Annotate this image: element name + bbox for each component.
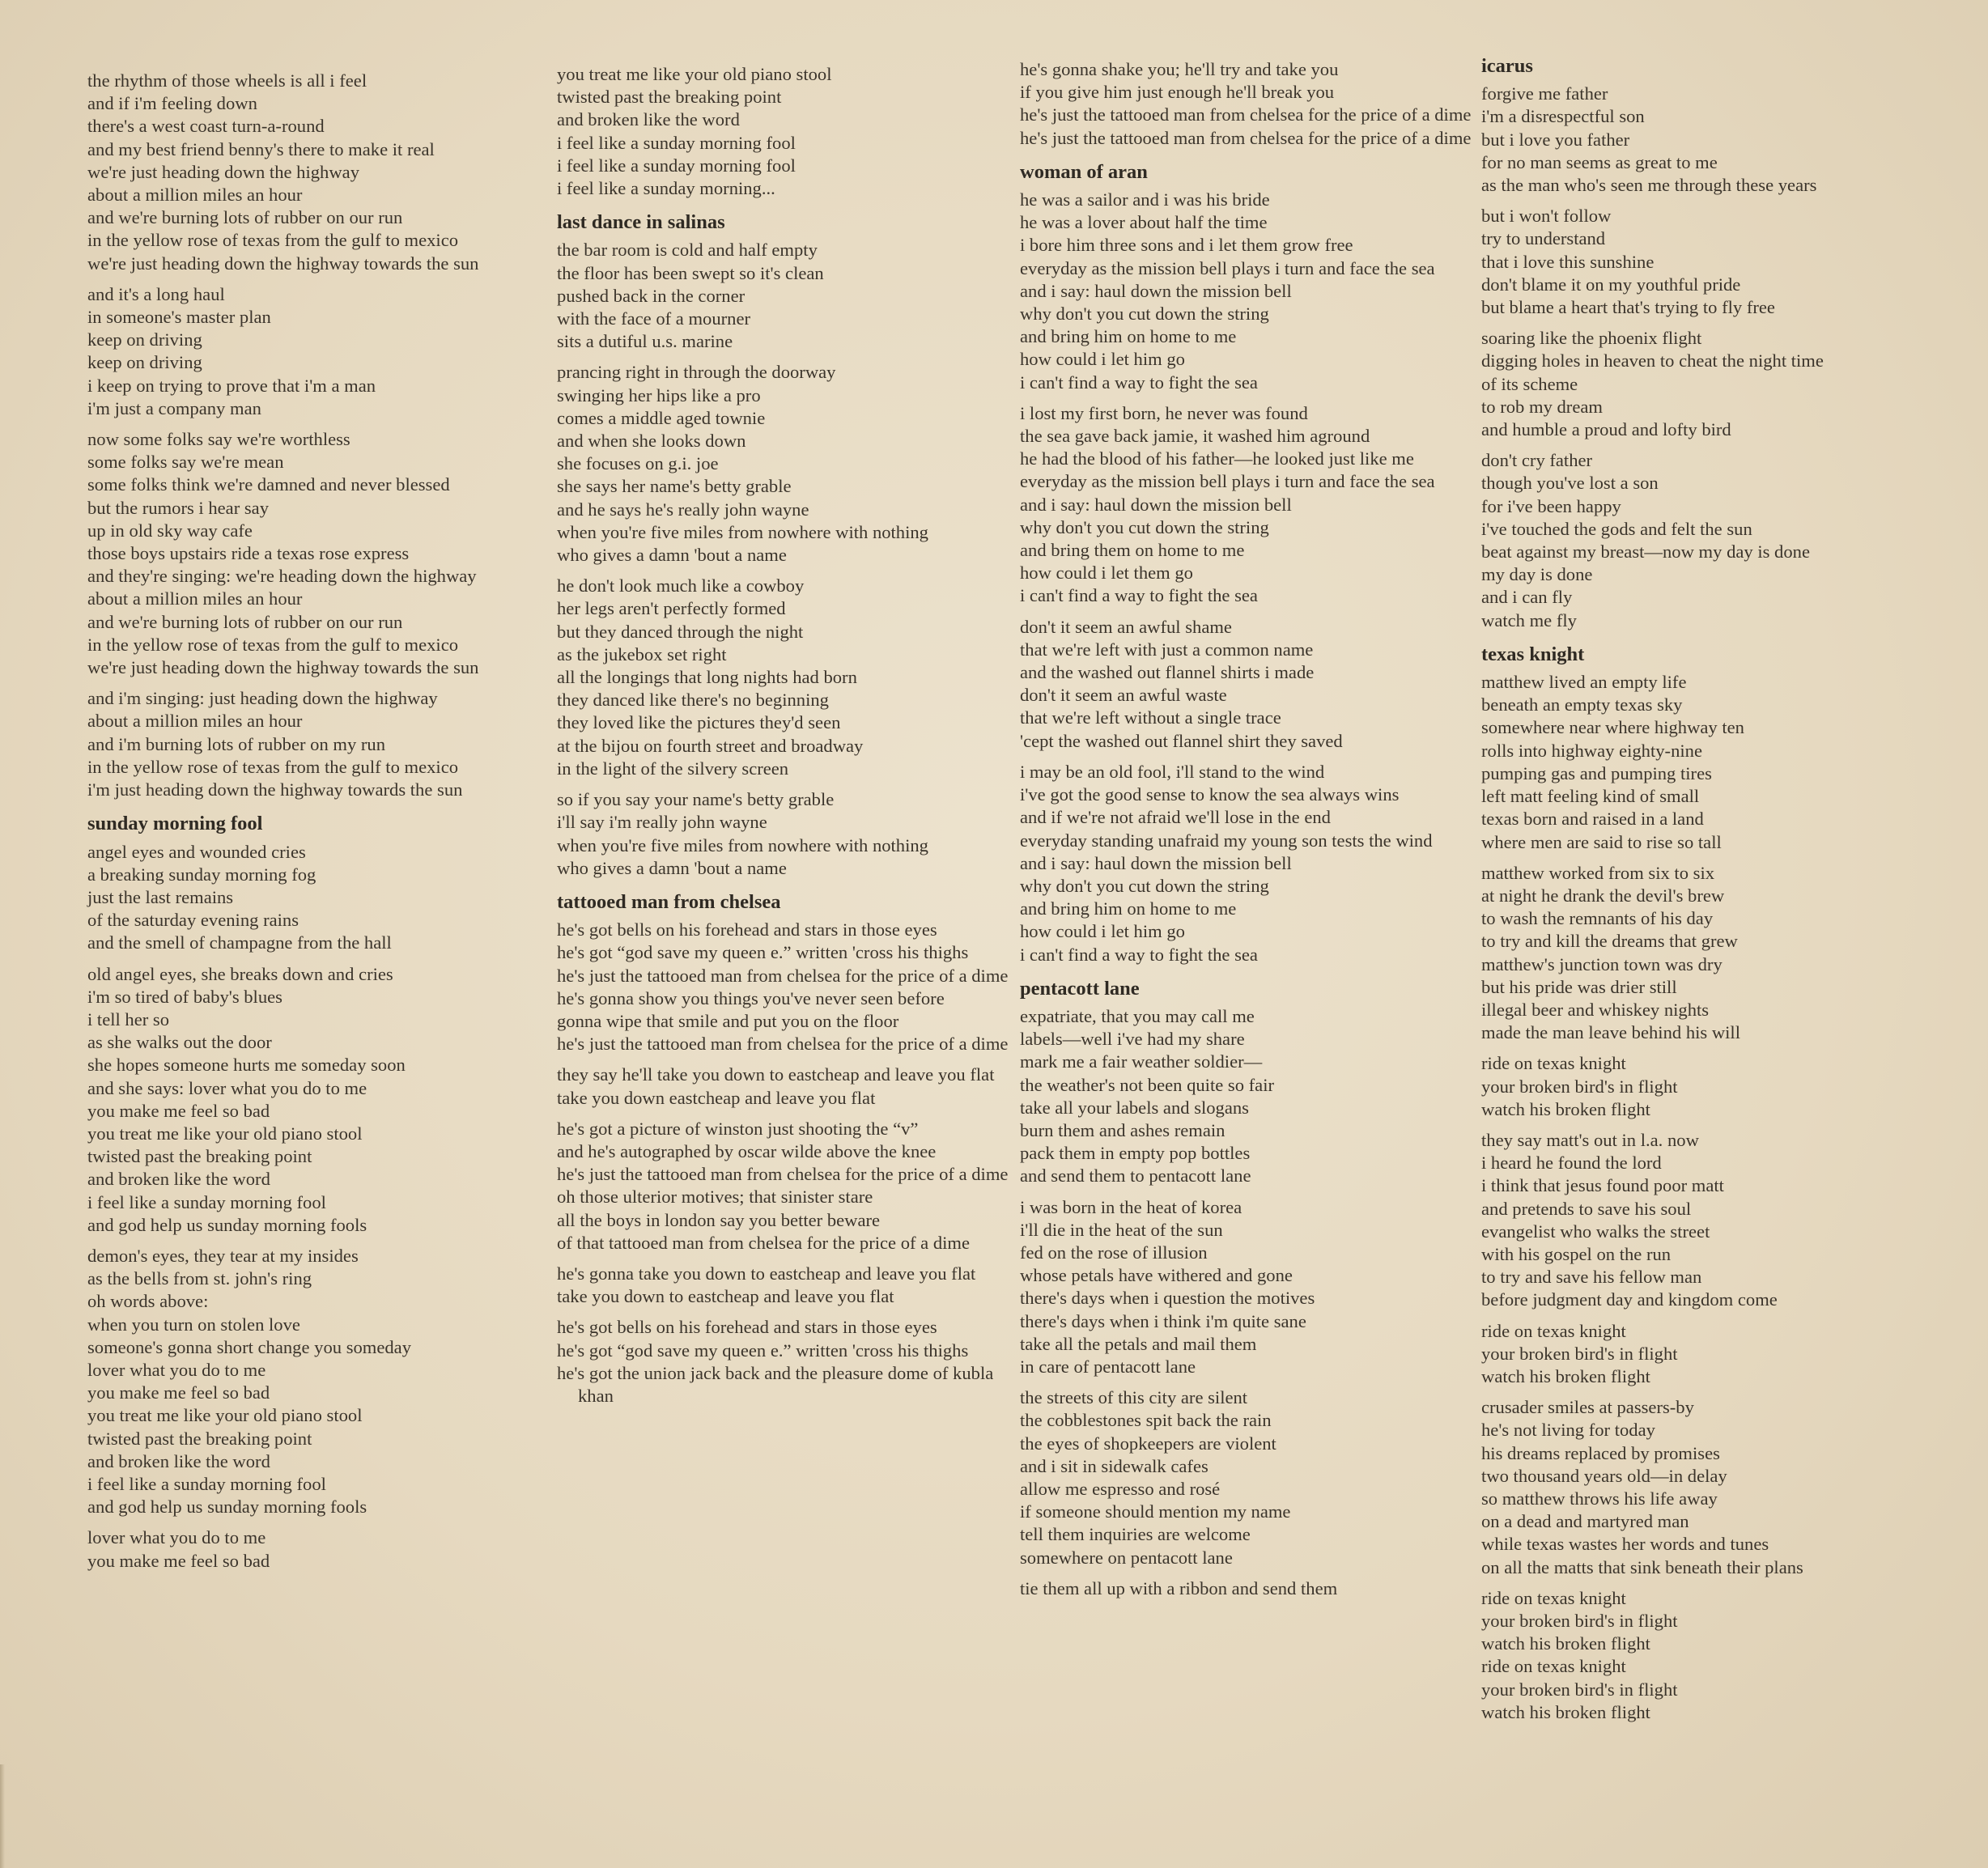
lyric-line: so matthew throws his life away [1481, 1488, 1718, 1509]
lyric-line: watch his broken flight [1481, 1365, 1650, 1386]
lyric-line: twisted past the breaking point [557, 87, 782, 108]
stanza [557, 1316, 1015, 1407]
song-title: sunday morning fool [87, 813, 263, 835]
lyric-line: i can't find a way to fight the sea [1020, 585, 1258, 606]
stanza [87, 687, 546, 801]
lyric-line: and broken like the word [87, 1450, 270, 1471]
lyric-line: pack them in empty pop bottles [1020, 1143, 1251, 1164]
lyric-line: of that tattooed man from chelsea for the price of a dime [557, 1232, 971, 1253]
column-2 [557, 63, 1015, 1416]
lyric-line: in the yellow rose of texas from the gulf to mexico [87, 756, 459, 777]
lyric-line: i keep on trying to prove that i'm a man [87, 375, 376, 396]
lyric-line: as the man who's seen me through these years [1481, 175, 1817, 196]
lyric-line: when you're five miles from nowhere with nothing [557, 521, 928, 542]
lyric-line: that we're left with just a common name [1020, 639, 1314, 660]
lyric-line: he was a lover about half the time [1020, 212, 1268, 233]
lyric-line: he's just the tattooed man from chelsea for the price of a dime [557, 965, 1009, 986]
lyric-line: her legs aren't perfectly formed [557, 598, 786, 619]
lyric-line: before judgment day and kingdom come [1481, 1289, 1778, 1310]
lyric-line: matthew's junction town was dry [1481, 953, 1723, 974]
lyric-line: i've got the good sense to know the sea always wins [1020, 784, 1400, 805]
lyric-line: don't blame it on my youthful pride [1481, 274, 1741, 295]
lyric-line: they say matt's out in l.a. now [1481, 1129, 1699, 1150]
lyric-line: he had the blood of his father—he looked just like me [1020, 448, 1414, 469]
lyric-line: i feel like a sunday morning fool [87, 1473, 326, 1494]
stanza [1020, 1196, 1478, 1379]
lyric-line: and broken like the word [87, 1169, 270, 1190]
lyric-line: who gives a damn 'bout a name [557, 857, 787, 878]
lyric-line: ride on texas knight [1481, 1053, 1626, 1074]
lyric-line: and if we're not afraid we'll lose in the end [1020, 807, 1331, 828]
lyric-line: they loved like the pictures they'd seen [557, 712, 841, 733]
stanza [87, 1245, 546, 1518]
lyric-line: and i say: haul down the mission bell [1020, 852, 1292, 873]
lyric-line: all the longings that long nights had born [557, 667, 857, 688]
lyric-line: why don't you cut down the string [1020, 875, 1269, 896]
lyric-line: your broken bird's in flight [1481, 1611, 1678, 1631]
lyric-line: i bore him three sons and i let them grow free [1020, 235, 1353, 256]
stanza [557, 361, 1015, 567]
lyric-line: but i won't follow [1481, 206, 1612, 227]
stanza [557, 1263, 1015, 1308]
lyric-line: and i say: haul down the mission bell [1020, 280, 1292, 301]
lyric-line: ride on texas knight [1481, 1320, 1626, 1341]
stanza [87, 428, 546, 679]
lyric-line: and god help us sunday morning fools [87, 1214, 367, 1235]
lyric-line: some folks think we're damned and never blessed [87, 474, 450, 495]
lyric-line: i feel like a sunday morning... [557, 178, 775, 199]
song-title: icarus [1481, 55, 1533, 77]
lyric-line: that we're left without a single trace [1020, 707, 1281, 728]
lyric-line: he's got the union jack back and the pleasure dome of kubla khan [557, 1362, 994, 1406]
stanza [557, 788, 1015, 880]
lyric-line: at night he drank the devil's brew [1481, 885, 1725, 906]
lyric-line: the streets of this city are silent [1020, 1387, 1248, 1408]
lyric-line: as the bells from st. john's ring [87, 1268, 312, 1289]
lyric-line: i tell her so [87, 1008, 170, 1030]
stanza [1020, 189, 1478, 394]
lyric-line: those boys upstairs ride a texas rose express [87, 543, 410, 564]
lyric-line: in care of pentacott lane [1020, 1356, 1196, 1377]
lyric-line: so if you say your name's betty grable [557, 789, 835, 810]
lyric-line: the bar room is cold and half empty [557, 240, 818, 261]
lyric-line: on a dead and martyred man [1481, 1511, 1689, 1532]
lyric-line: left matt feeling kind of small [1481, 786, 1700, 807]
lyric-line: you treat me like your old piano stool [87, 1123, 363, 1144]
lyric-line: for no man seems as great to me [1481, 151, 1718, 172]
lyric-line: i'm just a company man [87, 397, 261, 418]
lyric-line: there's a west coast turn-a-round [87, 116, 325, 137]
lyric-line: i feel like a sunday morning fool [557, 155, 796, 176]
lyric-line: pumping gas and pumping tires [1481, 762, 1712, 783]
lyric-line: there's days when i question the motives [1020, 1288, 1315, 1309]
lyric-line: try to understand [1481, 228, 1606, 249]
stanza [1481, 671, 1967, 854]
lyric-line: he's got “god save my queen e.” written 'cross his thighs [557, 1339, 969, 1361]
lyric-line: and my best friend benny's there to make it real [87, 138, 435, 159]
lyric-line: everyday as the mission bell plays i turn and face the sea [1020, 471, 1435, 492]
stanza [1481, 1052, 1967, 1121]
lyric-line: somewhere near where highway ten [1481, 717, 1744, 738]
lyric-line: you make me feel so bad [87, 1550, 270, 1571]
lyric-line: as the jukebox set right [557, 643, 727, 664]
lyric-line: he was a sailor and i was his bride [1020, 189, 1270, 210]
lyric-line: and i'm singing: just heading down the highway [87, 688, 438, 709]
lyric-line: somewhere on pentacott lane [1020, 1547, 1233, 1568]
lyric-line: but blame a heart that's trying to fly free [1481, 297, 1775, 318]
lyric-line: she hopes someone hurts me someday soon [87, 1055, 406, 1076]
lyric-line: the eyes of shopkeepers are violent [1020, 1433, 1276, 1454]
lyric-line: digging holes in heaven to cheat the night time [1481, 350, 1824, 371]
lyric-line: lover what you do to me [87, 1527, 266, 1548]
stanza [557, 1118, 1015, 1255]
stanza [1481, 327, 1967, 441]
lyric-line: he's just the tattooed man from chelsea for the price of a dime [1020, 127, 1472, 148]
lyric-line: in someone's master plan [87, 307, 271, 328]
lyric-line: and i say: haul down the mission bell [1020, 494, 1292, 515]
lyric-line: keep on driving [87, 352, 202, 373]
lyric-line: who gives a damn 'bout a name [557, 545, 787, 566]
lyric-line: he's got a picture of winston just shooting the “v” [557, 1118, 919, 1139]
lyric-line: to try and kill the dreams that grew [1481, 931, 1738, 952]
lyric-line: don't cry father [1481, 450, 1593, 471]
stanza [1481, 83, 1967, 197]
lyric-line: his dreams replaced by promises [1481, 1442, 1720, 1463]
lyric-line: as she walks out the door [87, 1032, 272, 1053]
lyric-line: he's not living for today [1481, 1420, 1655, 1441]
lyric-line: angel eyes and wounded cries [87, 841, 306, 862]
lyric-line: he's just the tattooed man from chelsea for the price of a dime [557, 1164, 1009, 1185]
lyric-line: he's just the tattooed man from chelsea for the price of a dime [557, 1034, 1009, 1055]
lyric-line: your broken bird's in flight [1481, 1343, 1678, 1364]
lyric-line: up in old sky way cafe [87, 520, 253, 541]
lyric-line: but i love you father [1481, 129, 1630, 150]
lyric-line: take you down eastcheap and leave you flat [557, 1087, 876, 1108]
lyric-line: and we're burning lots of rubber on our run [87, 207, 403, 228]
lyric-line: made the man leave behind his will [1481, 1022, 1740, 1043]
lyric-line: the floor has been swept so it's clean [557, 262, 824, 283]
lyric-line: and humble a proud and lofty bird [1481, 419, 1731, 440]
lyric-line: in the light of the silvery screen [557, 758, 789, 779]
song-title: texas knight [1481, 643, 1585, 665]
lyric-line: and the smell of champagne from the hall [87, 932, 392, 953]
lyric-line: ride on texas knight [1481, 1587, 1626, 1608]
lyric-line: forgive me father [1481, 83, 1608, 104]
stanza [1020, 58, 1478, 150]
lyric-line: she says her name's betty grable [557, 476, 792, 497]
stanza [87, 841, 546, 955]
lyric-line: some folks say we're mean [87, 452, 284, 473]
lyric-line: demon's eyes, they tear at my insides [87, 1245, 359, 1266]
lyric-line: the rhythm of those wheels is all i feel [87, 70, 367, 91]
lyric-line: and i sit in sidewalk cafes [1020, 1455, 1209, 1476]
lyric-line: swinging her hips like a pro [557, 384, 761, 405]
lyric-line: of the saturday evening rains [87, 910, 299, 931]
lyric-line: i heard he found the lord [1481, 1153, 1662, 1174]
lyric-line: i'll say i'm really john wayne [557, 812, 767, 833]
lyric-line: lover what you do to me [87, 1359, 266, 1380]
stanza [87, 1526, 546, 1572]
lyric-line: but the rumors i hear say [87, 497, 269, 518]
lyric-line: if someone should mention my name [1020, 1501, 1291, 1522]
lyric-line: i'm a disrespectful son [1481, 106, 1645, 127]
lyric-line: someone's gonna short change you someday [87, 1336, 412, 1357]
lyric-line: and the washed out flannel shirts i made [1020, 662, 1315, 683]
lyric-line: about a million miles an hour [87, 185, 303, 206]
stanza [557, 239, 1015, 353]
lyric-line: keep on driving [87, 329, 202, 350]
song-title: woman of aran [1020, 160, 1148, 183]
lyric-line: and bring him on home to me [1020, 326, 1237, 347]
lyric-line: labels—well i've had my share [1020, 1029, 1245, 1050]
lyric-line: pushed back in the corner [557, 285, 746, 306]
lyric-line: and send them to pentacott lane [1020, 1165, 1251, 1187]
lyric-line: he's gonna take you down to eastcheap and leave you flat [557, 1263, 976, 1284]
lyric-line: comes a middle aged townie [557, 407, 766, 428]
lyric-line: but they danced through the night [557, 621, 804, 642]
lyric-line: you treat me like your old piano stool [557, 64, 832, 84]
lyric-line: i feel like a sunday morning fool [557, 132, 796, 153]
column-3 [1020, 58, 1478, 1608]
lyric-line: about a million miles an hour [87, 711, 303, 732]
lyric-line: to rob my dream [1481, 396, 1603, 417]
lyric-line: soaring like the phoenix flight [1481, 328, 1702, 349]
lyric-line: and i can fly [1481, 587, 1573, 608]
lyric-line: i think that jesus found poor matt [1481, 1175, 1724, 1196]
lyric-line: oh words above: [87, 1291, 209, 1312]
lyric-line: he's got bells on his forehead and stars in those eyes [557, 1317, 937, 1338]
lyric-line: why don't you cut down the string [1020, 516, 1269, 537]
lyric-line: mark me a fair weather soldier— [1020, 1051, 1263, 1072]
lyric-line: 'cept the washed out flannel shirt they saved [1020, 730, 1343, 751]
lyric-line: and she says: lover what you do to me [87, 1077, 367, 1098]
lyric-line: illegal beer and whiskey nights [1481, 999, 1710, 1020]
stanza [1481, 1396, 1967, 1579]
stanza [1481, 862, 1967, 1045]
lyric-line: she focuses on g.i. joe [557, 453, 719, 474]
lyric-line: the cobblestones spit back the rain [1020, 1410, 1272, 1431]
lyric-line: expatriate, that you may call me [1020, 1005, 1255, 1026]
lyric-line: and when she looks down [557, 431, 746, 452]
lyric-line: your broken bird's in flight [1481, 1679, 1678, 1700]
lyric-line: i'll die in the heat of the sun [1020, 1219, 1223, 1240]
lyric-line: to try and save his fellow man [1481, 1267, 1702, 1288]
lyric-line: where men are said to rise so tall [1481, 831, 1722, 852]
lyric-line: i can't find a way to fight the sea [1020, 944, 1258, 965]
lyric-line: and bring him on home to me [1020, 898, 1237, 919]
lyric-line: how could i let him go [1020, 921, 1185, 942]
lyric-line: watch his broken flight [1481, 1701, 1650, 1722]
song-title: tattooed man from chelsea [557, 890, 781, 913]
lyric-line: tie them all up with a ribbon and send them [1020, 1577, 1338, 1598]
lyric-line: burn them and ashes remain [1020, 1119, 1226, 1140]
stanza [87, 283, 546, 420]
lyric-line: i feel like a sunday morning fool [87, 1191, 326, 1212]
lyric-line: and god help us sunday morning fools [87, 1497, 367, 1518]
lyric-line: in the yellow rose of texas from the gulf to mexico [87, 230, 459, 251]
lyric-line: matthew worked from six to six [1481, 862, 1715, 883]
lyric-line: i'm just heading down the highway towards the sun [87, 779, 463, 800]
lyric-line: for i've been happy [1481, 495, 1621, 516]
lyric-line: when you turn on stolen love [87, 1314, 300, 1335]
stanza [87, 70, 546, 275]
stanza [1020, 1005, 1478, 1188]
lyric-line: just the last remains [87, 886, 234, 907]
lyric-line: i've touched the gods and felt the sun [1481, 518, 1752, 539]
lyric-line: everyday as the mission bell plays i turn and face the sea [1020, 257, 1435, 278]
stanza [557, 63, 1015, 200]
lyric-line: to wash the remnants of his day [1481, 908, 1714, 929]
lyric-line: and we're burning lots of rubber on our run [87, 611, 403, 632]
lyric-line: that i love this sunshine [1481, 251, 1655, 272]
lyric-line: i'm so tired of baby's blues [87, 986, 282, 1007]
lyric-line: though you've lost a son [1481, 473, 1659, 494]
lyric-line: take all the petals and mail them [1020, 1333, 1257, 1354]
lyric-line: take you down to eastcheap and leave you flat [557, 1286, 894, 1307]
lyric-line: now some folks say we're worthless [87, 429, 350, 450]
lyric-line: prancing right in through the doorway [557, 362, 836, 383]
lyric-line: and they're singing: we're heading down the highway [87, 566, 477, 587]
lyric-line: oh those ulterior motives; that sinister stare [557, 1187, 873, 1208]
stanza [1020, 1386, 1478, 1569]
lyric-line: i was born in the heat of korea [1020, 1196, 1242, 1217]
lyric-line: he's just the tattooed man from chelsea for the price of a dime [1020, 104, 1472, 125]
lyric-line: twisted past the breaking point [87, 1146, 312, 1167]
lyric-line: watch his broken flight [1481, 1633, 1650, 1654]
lyric-line: he don't look much like a cowboy [557, 575, 805, 596]
lyric-line: you treat me like your old piano stool [87, 1405, 363, 1426]
lyric-line: old angel eyes, she breaks down and cries [87, 963, 393, 984]
lyric-line: sits a dutiful u.s. marine [557, 331, 733, 352]
lyric-line: how could i let them go [1020, 563, 1193, 584]
stanza [1020, 616, 1478, 753]
lyric-line: matthew lived an empty life [1481, 672, 1687, 693]
lyric-line: he's got “god save my queen e.” written 'cross his thighs [557, 942, 969, 963]
page-edge-wear [0, 1764, 5, 1868]
lyric-line: all the boys in london say you better beware [557, 1209, 881, 1230]
lyric-line: rolls into highway eighty-nine [1481, 740, 1702, 761]
lyric-line: but his pride was drier still [1481, 976, 1677, 997]
lyric-line: everyday standing unafraid my young son tests the wind [1020, 830, 1433, 851]
lyric-line: he's gonna show you things you've never seen before [557, 987, 945, 1008]
lyric-line: and he says he's really john wayne [557, 499, 809, 520]
stanza [1481, 1587, 1967, 1724]
lyric-line: watch me fly [1481, 609, 1577, 630]
lyric-line: evangelist who walks the street [1481, 1221, 1710, 1242]
lyric-line: beat against my breast—now my day is done [1481, 541, 1810, 563]
stanza [1481, 205, 1967, 319]
lyric-line: two thousand years old—in delay [1481, 1465, 1727, 1486]
lyric-line: allow me espresso and rosé [1020, 1478, 1221, 1499]
stanza [1481, 1320, 1967, 1389]
lyric-line: my day is done [1481, 564, 1593, 585]
lyric-line: and i'm burning lots of rubber on my run [87, 733, 386, 754]
lyric-line: fed on the rose of illusion [1020, 1242, 1208, 1263]
lyric-line: your broken bird's in flight [1481, 1076, 1678, 1097]
lyric-line: texas born and raised in a land [1481, 809, 1704, 830]
stanza [1020, 1577, 1478, 1600]
lyric-line: twisted past the breaking point [87, 1428, 312, 1449]
lyric-line: and broken like the word [557, 109, 740, 130]
stanza [557, 919, 1015, 1055]
lyric-line: the sea gave back jamie, it washed him aground [1020, 426, 1370, 447]
lyric-line: take all your labels and slogans [1020, 1097, 1249, 1118]
lyric-line: how could i let him go [1020, 349, 1185, 370]
lyric-line: they say he'll take you down to eastcheap and leave you flat [557, 1064, 995, 1085]
lyric-line: and it's a long haul [87, 283, 225, 304]
lyric-line: they danced like there's no beginning [557, 690, 829, 711]
column-4 [1481, 55, 1967, 1732]
stanza [1481, 449, 1967, 632]
lyric-line: of its scheme [1481, 373, 1578, 394]
stanza [1020, 402, 1478, 608]
lyric-line: tell them inquiries are welcome [1020, 1524, 1251, 1545]
lyric-line: don't it seem an awful waste [1020, 685, 1227, 706]
column-1 [87, 70, 546, 1581]
lyric-line: ride on texas knight [1481, 1656, 1626, 1677]
lyric-line: and bring them on home to me [1020, 540, 1245, 561]
lyric-line: in the yellow rose of texas from the gulf to mexico [87, 634, 459, 655]
stanza [1020, 761, 1478, 966]
lyric-line: beneath an empty texas sky [1481, 694, 1683, 715]
stanza [87, 963, 546, 1237]
lyric-line: with the face of a mourner [557, 308, 751, 329]
lyric-line: and he's autographed by oscar wilde above the knee [557, 1140, 937, 1161]
song-title: pentacott lane [1020, 977, 1140, 1000]
lyric-line: and pretends to save his soul [1481, 1198, 1692, 1219]
stanza [557, 1063, 1015, 1109]
lyric-line: i can't find a way to fight the sea [1020, 371, 1258, 393]
lyric-line: whose petals have withered and gone [1020, 1265, 1293, 1286]
lyric-line: you make me feel so bad [87, 1100, 270, 1121]
lyric-line: we're just heading down the highway [87, 161, 359, 182]
lyric-line: gonna wipe that smile and put you on the floor [557, 1010, 899, 1031]
lyric-line: a breaking sunday morning fog [87, 864, 316, 885]
lyric-line: with his gospel on the run [1481, 1243, 1672, 1264]
lyric-line: you make me feel so bad [87, 1382, 270, 1403]
lyric-line: watch his broken flight [1481, 1098, 1650, 1119]
lyric-line: i may be an old fool, i'll stand to the wind [1020, 761, 1325, 782]
lyric-line: if you give him just enough he'll break you [1020, 82, 1335, 103]
lyric-line: there's days when i think i'm quite sane [1020, 1310, 1306, 1331]
lyric-line: and if i'm feeling down [87, 93, 257, 114]
lyric-line: the weather's not been quite so fair [1020, 1074, 1274, 1095]
lyric-line: crusader smiles at passers-by [1481, 1397, 1694, 1418]
lyric-line: at the bijou on fourth street and broadway [557, 735, 864, 756]
lyric-line: he's got bells on his forehead and stars in those eyes [557, 919, 937, 940]
lyric-line: when you're five miles from nowhere with nothing [557, 834, 928, 855]
lyric-line: on all the matts that sink beneath their plans [1481, 1556, 1803, 1577]
stanza [557, 575, 1015, 780]
lyric-line: while texas wastes her words and tunes [1481, 1534, 1769, 1555]
lyric-line: i lost my first born, he never was found [1020, 402, 1308, 423]
lyric-line: we're just heading down the highway towards the sun [87, 657, 479, 678]
lyric-line: about a million miles an hour [87, 588, 303, 609]
stanza [1481, 1129, 1967, 1312]
lyric-line: he's gonna shake you; he'll try and take you [1020, 59, 1339, 79]
lyric-line: we're just heading down the highway towards the sun [87, 253, 479, 274]
lyric-line: why don't you cut down the string [1020, 304, 1269, 325]
song-title: last dance in salinas [557, 211, 725, 234]
lyric-line: don't it seem an awful shame [1020, 616, 1232, 637]
